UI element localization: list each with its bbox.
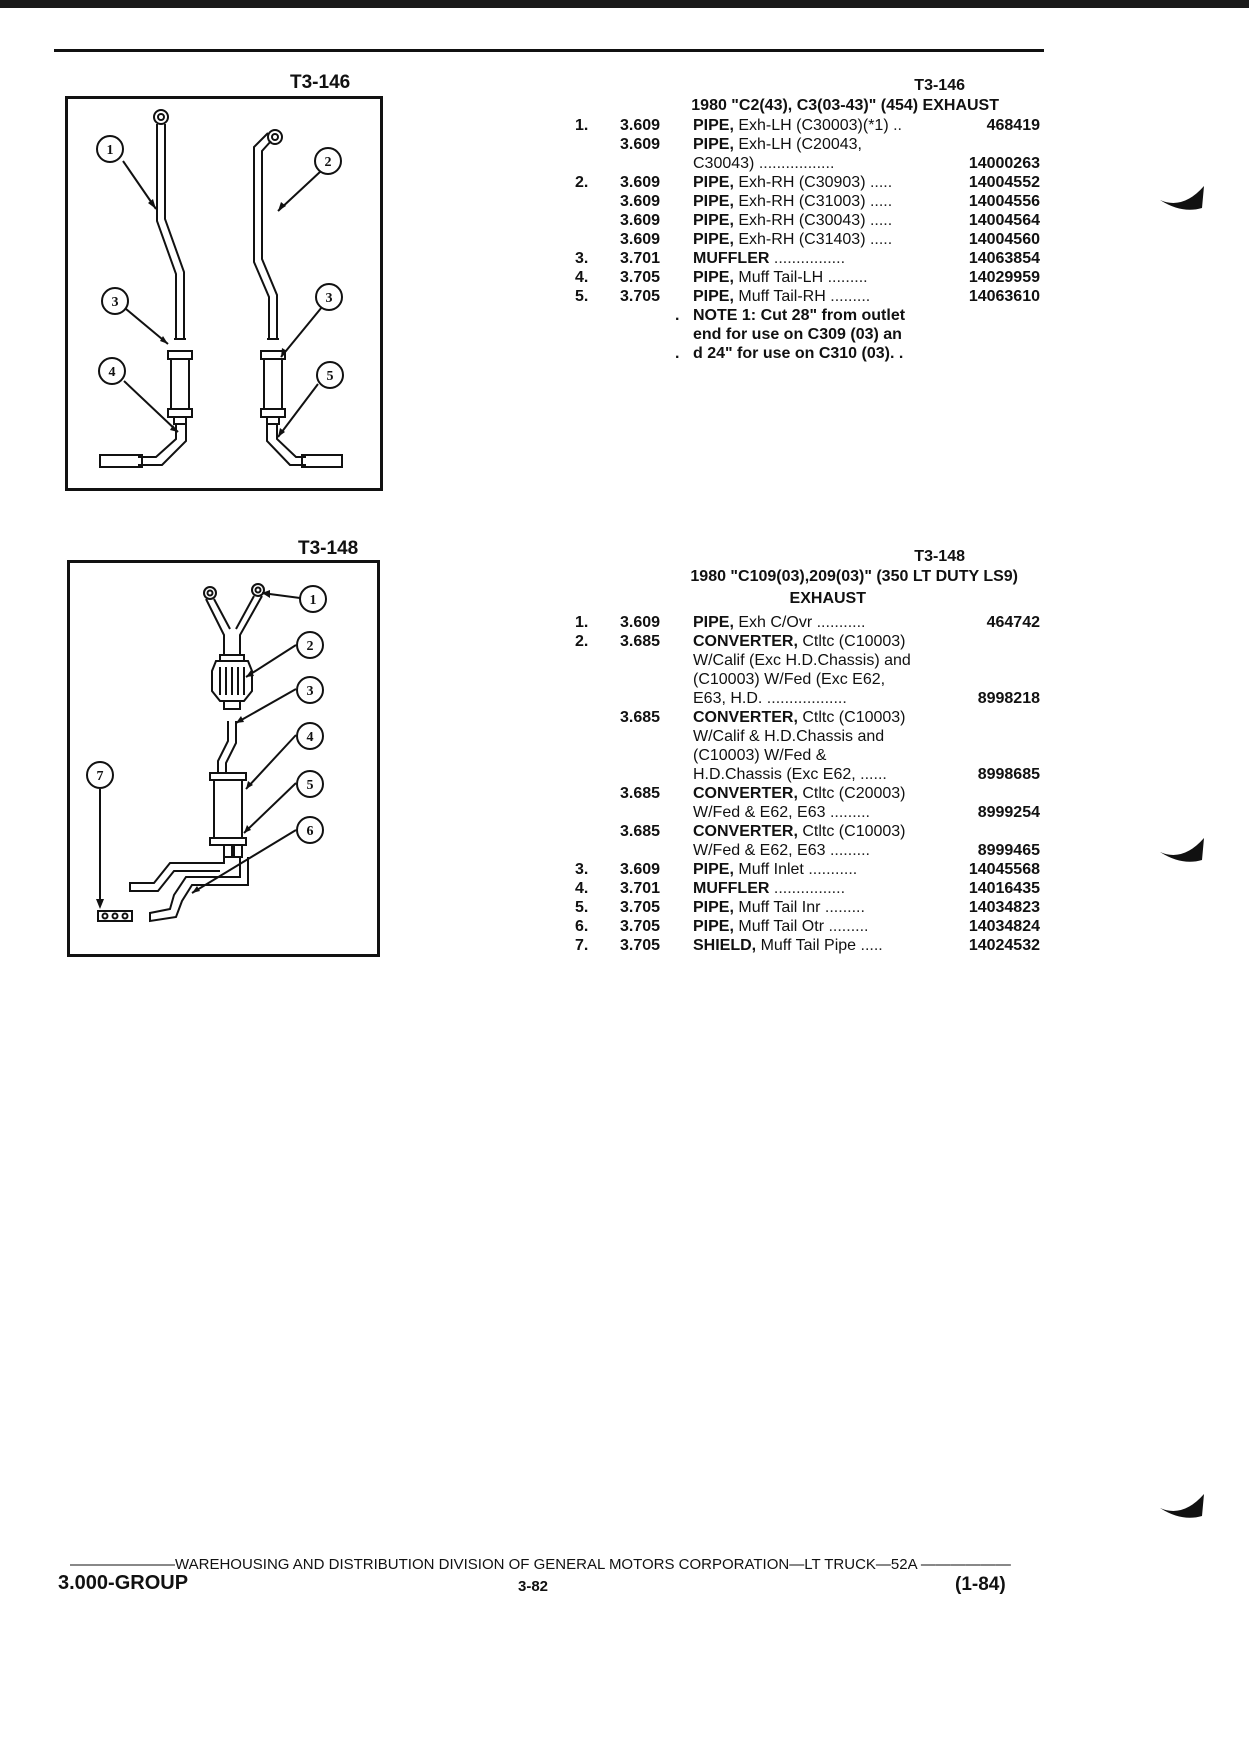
part-number: 14034823: [968, 899, 1040, 916]
parts-list-t3-148: [575, 547, 1040, 955]
leader-dots: ................: [769, 880, 846, 897]
note-text: NOTE 1: Cut 28" from outlet: [693, 307, 906, 324]
leader-dots: .........: [825, 804, 870, 821]
part-description: [693, 287, 870, 306]
leader-dots: ..................: [762, 690, 847, 707]
part-detail: Exh-RH (C30903): [738, 174, 866, 191]
group-code: 3.685: [620, 823, 661, 840]
part-detail: Ctltc (C10003): [802, 823, 906, 840]
callout-5-text: 5: [326, 369, 334, 384]
part-description: [693, 135, 862, 154]
part-row: [575, 192, 1040, 211]
part-row: [575, 841, 1040, 860]
part-name: PIPE,: [693, 269, 734, 286]
part-number: 14004556: [968, 193, 1040, 210]
part-name: CONVERTER,: [693, 633, 798, 650]
part-number: 14024532: [968, 937, 1040, 954]
part-detail: Muff Tail-LH: [738, 269, 824, 286]
binder-hole-mark-1: [1158, 180, 1208, 220]
part-name: PIPE,: [693, 614, 734, 631]
callout-6-text: 6: [306, 824, 314, 839]
part-number: 468419: [986, 117, 1040, 134]
part-detail: (C10003) W/Fed (Exc E62,: [693, 671, 886, 688]
part-name: CONVERTER,: [693, 785, 798, 802]
part-detail: Exh-LH (C20043,: [738, 136, 862, 153]
part-row: [575, 879, 1040, 898]
part-number: 8998218: [977, 690, 1040, 707]
item-number: 3.: [575, 250, 589, 267]
part-name: PIPE,: [693, 136, 734, 153]
part-row: [575, 727, 1040, 746]
group-code: 3.609: [620, 174, 661, 191]
part-description: [693, 708, 906, 727]
part-name: CONVERTER,: [693, 823, 798, 840]
part-description: [693, 822, 906, 841]
section-subtitle: EXHAUST: [789, 590, 866, 607]
leader-dots: .........: [825, 842, 870, 859]
footer-date: (1-84): [955, 1574, 1006, 1595]
part-description: [693, 898, 865, 917]
group-code: 3.609: [620, 117, 661, 134]
part-number: 14016435: [968, 880, 1040, 897]
part-number: 14004552: [968, 174, 1040, 191]
group-code: 3.609: [620, 193, 661, 210]
part-row: [575, 211, 1040, 230]
part-name: SHIELD,: [693, 937, 757, 954]
part-description: [693, 632, 906, 651]
part-detail: Exh-LH (C30003)(*1): [738, 117, 889, 134]
leader-dots: ......: [855, 766, 887, 783]
part-row: [575, 154, 1040, 173]
item-number: 5.: [575, 899, 589, 916]
part-name: PIPE,: [693, 231, 734, 248]
group-code: 3.705: [620, 269, 661, 286]
item-number: 5.: [575, 288, 589, 305]
part-number: 14063610: [968, 288, 1040, 305]
part-row: [575, 651, 1040, 670]
note-block: [575, 306, 1040, 363]
part-detail: Ctltc (C10003): [802, 709, 906, 726]
part-name: PIPE,: [693, 174, 734, 191]
callout-3-left-text: 3: [111, 295, 119, 310]
part-number: 8998685: [977, 766, 1040, 783]
part-detail: W/Fed & E62, E63: [693, 842, 826, 859]
part-description: [693, 879, 845, 898]
part-row: [575, 784, 1040, 803]
part-row: [575, 268, 1040, 287]
leader-dots: .........: [823, 269, 868, 286]
item-number: 7.: [575, 937, 589, 954]
leader-dots: .........: [825, 288, 871, 305]
part-number: 14063854: [968, 250, 1040, 267]
note-line: [575, 325, 1040, 344]
leader-dots: .....: [865, 212, 893, 229]
section-title: 1980 "C2(43), C3(03-43)" (454) EXHAUST: [691, 97, 999, 114]
group-code: 3.705: [620, 288, 661, 305]
item-number: 6.: [575, 918, 589, 935]
note-line: [575, 344, 1040, 363]
group-code: 3.609: [620, 136, 661, 153]
part-detail: Muff Inlet: [738, 861, 804, 878]
figure-label-t3-146: T3-146: [290, 72, 351, 93]
group-code: 3.705: [620, 937, 661, 954]
group-code: 3.701: [620, 880, 661, 897]
group-code: 3.685: [620, 709, 661, 726]
item-number: 3.: [575, 861, 589, 878]
parts-rows: [575, 116, 1040, 306]
part-detail: W/Fed & E62, E63: [693, 804, 826, 821]
part-description: [693, 211, 892, 230]
part-number: 14004564: [968, 212, 1040, 229]
figure-label-t3-148: T3-148: [298, 538, 359, 559]
callout-7-text: 7: [96, 769, 104, 784]
parts-list-t3-146: [575, 76, 1040, 363]
part-number: 14004560: [968, 231, 1040, 248]
callout-2-text: 2: [324, 155, 332, 170]
item-number: 4.: [575, 880, 589, 897]
leader-dots: .....: [865, 231, 893, 248]
part-detail: Muff Tail Otr: [738, 918, 825, 935]
part-description: [693, 727, 884, 746]
figure-t3-148-illustration: [67, 560, 380, 957]
header-rule: [54, 49, 1044, 52]
part-description: [693, 784, 906, 803]
callout-3-right-text: 3: [325, 291, 333, 306]
part-name: MUFFLER: [693, 880, 770, 897]
part-name: PIPE,: [693, 193, 734, 210]
parts-rows: [575, 613, 1040, 955]
group-code: 3.609: [620, 212, 661, 229]
leader-dots: .....: [865, 193, 893, 210]
part-name: PIPE,: [693, 212, 734, 229]
part-detail: Ctltc (C20003): [802, 785, 906, 802]
leader-dots: .........: [824, 918, 869, 935]
leader-dots: ................: [769, 250, 846, 267]
part-name: PIPE,: [693, 117, 734, 134]
callout-3-text: 3: [306, 684, 314, 699]
part-description: [693, 116, 902, 135]
note-text: d 24" for use on C310 (03). .: [693, 345, 904, 362]
leader-dots: ...........: [803, 861, 858, 878]
part-detail: Muff Tail Inr: [738, 899, 821, 916]
part-name: PIPE,: [693, 918, 734, 935]
part-row: [575, 822, 1040, 841]
part-number: 464742: [986, 614, 1040, 631]
leader-dots: ..: [888, 117, 902, 134]
part-row: [575, 613, 1040, 632]
part-description: [693, 154, 834, 173]
part-description: [693, 841, 870, 860]
part-row: [575, 689, 1040, 708]
part-detail: H.D.Chassis (Exc E62,: [693, 766, 856, 783]
part-row: [575, 116, 1040, 135]
note-line: [575, 306, 1040, 325]
part-row: [575, 287, 1040, 306]
part-row: [575, 708, 1040, 727]
part-row: [575, 860, 1040, 879]
part-row: [575, 173, 1040, 192]
note-text: end for use on C309 (03) an: [693, 326, 902, 343]
part-detail: Exh-RH (C30043): [738, 212, 866, 229]
part-description: [693, 173, 892, 192]
part-detail: Muff Tail Pipe: [760, 937, 857, 954]
part-row: [575, 936, 1040, 955]
part-description: [693, 651, 911, 670]
part-row: [575, 249, 1040, 268]
part-detail: C30043): [693, 155, 755, 172]
callout-2-text: 2: [306, 639, 314, 654]
part-description: [693, 230, 892, 249]
part-number: 14034824: [968, 918, 1040, 935]
part-row: [575, 670, 1040, 689]
item-number: 2.: [575, 174, 589, 191]
item-number: 2.: [575, 633, 589, 650]
part-name: PIPE,: [693, 861, 734, 878]
callout-4-text: 4: [306, 730, 314, 745]
group-code: 3.705: [620, 918, 661, 935]
part-detail: (C10003) W/Fed &: [693, 747, 827, 764]
group-code: 3.609: [620, 231, 661, 248]
part-row: [575, 230, 1040, 249]
part-number: 14000263: [968, 155, 1040, 172]
figure-t3-146-illustration: [65, 96, 383, 491]
section-code: T3-148: [914, 548, 965, 565]
callout-4-text: 4: [108, 365, 116, 380]
group-code: 3.705: [620, 899, 661, 916]
part-detail: W/Calif & H.D.Chassis and: [693, 728, 885, 745]
part-detail: E63, H.D.: [693, 690, 763, 707]
item-number: 4.: [575, 269, 589, 286]
part-description: [693, 268, 868, 287]
part-description: [693, 765, 887, 784]
note-mark: .: [675, 307, 680, 324]
part-row: [575, 746, 1040, 765]
group-code: 3.685: [620, 633, 661, 650]
part-description: [693, 917, 868, 936]
part-description: [693, 936, 883, 955]
footer-page-number: 3-82: [518, 1578, 549, 1595]
group-code: 3.701: [620, 250, 661, 267]
exhaust-454-diagram: [68, 99, 380, 488]
leader-dots: ...........: [812, 614, 866, 631]
part-name: MUFFLER: [693, 250, 770, 267]
part-row: [575, 135, 1040, 154]
part-detail: Ctltc (C10003): [802, 633, 906, 650]
page-top-border: [0, 0, 1249, 8]
part-number: 14029959: [968, 269, 1040, 286]
part-description: [693, 803, 870, 822]
part-description: [693, 670, 885, 689]
part-detail: Exh-RH (C31003): [738, 193, 866, 210]
part-detail: Muff Tail-RH: [738, 288, 826, 305]
part-description: [693, 689, 847, 708]
part-number: 8999465: [977, 842, 1040, 859]
group-code: 3.685: [620, 785, 661, 802]
callout-5-text: 5: [306, 778, 314, 793]
footer-group: 3.000-GROUP: [58, 1572, 189, 1594]
part-number: 14045568: [968, 861, 1040, 878]
part-detail: W/Calif (Exc H.D.Chassis) and: [693, 652, 911, 669]
section-code: T3-146: [914, 77, 965, 94]
part-row: [575, 803, 1040, 822]
part-description: [693, 192, 892, 211]
binder-hole-mark-3: [1158, 1488, 1208, 1528]
part-description: [693, 613, 866, 632]
part-detail: Exh-RH (C31403): [738, 231, 866, 248]
part-name: PIPE,: [693, 288, 734, 305]
group-code: 3.609: [620, 614, 661, 631]
item-number: 1.: [575, 614, 589, 631]
part-row: [575, 632, 1040, 651]
part-description: [693, 746, 826, 765]
part-row: [575, 898, 1040, 917]
part-name: CONVERTER,: [693, 709, 798, 726]
part-detail: Exh C/Ovr: [738, 614, 813, 631]
leader-dots: .................: [754, 155, 835, 172]
footer-publisher-line: ———————WAREHOUSING AND DISTRIBUTION DIVISION OF GENERAL MOTORS CORPORATION—LT TRUCK—52A ——————: [70, 1556, 1011, 1573]
part-name: PIPE,: [693, 899, 734, 916]
exhaust-350-diagram: [70, 563, 377, 954]
item-number: 1.: [575, 117, 589, 134]
leader-dots: .....: [865, 174, 893, 191]
part-row: [575, 765, 1040, 784]
group-code: 3.609: [620, 861, 661, 878]
callout-1-text: 1: [106, 143, 114, 158]
part-row: [575, 917, 1040, 936]
note-mark: .: [675, 345, 680, 362]
part-description: [693, 860, 857, 879]
part-number: 8999254: [977, 804, 1040, 821]
leader-dots: .....: [856, 937, 883, 954]
leader-dots: .........: [820, 899, 865, 916]
binder-hole-mark-2: [1158, 832, 1208, 872]
callout-1-text: 1: [309, 593, 317, 608]
part-description: [693, 249, 845, 268]
section-title: 1980 "C109(03),209(03)" (350 LT DUTY LS9): [690, 568, 1018, 585]
